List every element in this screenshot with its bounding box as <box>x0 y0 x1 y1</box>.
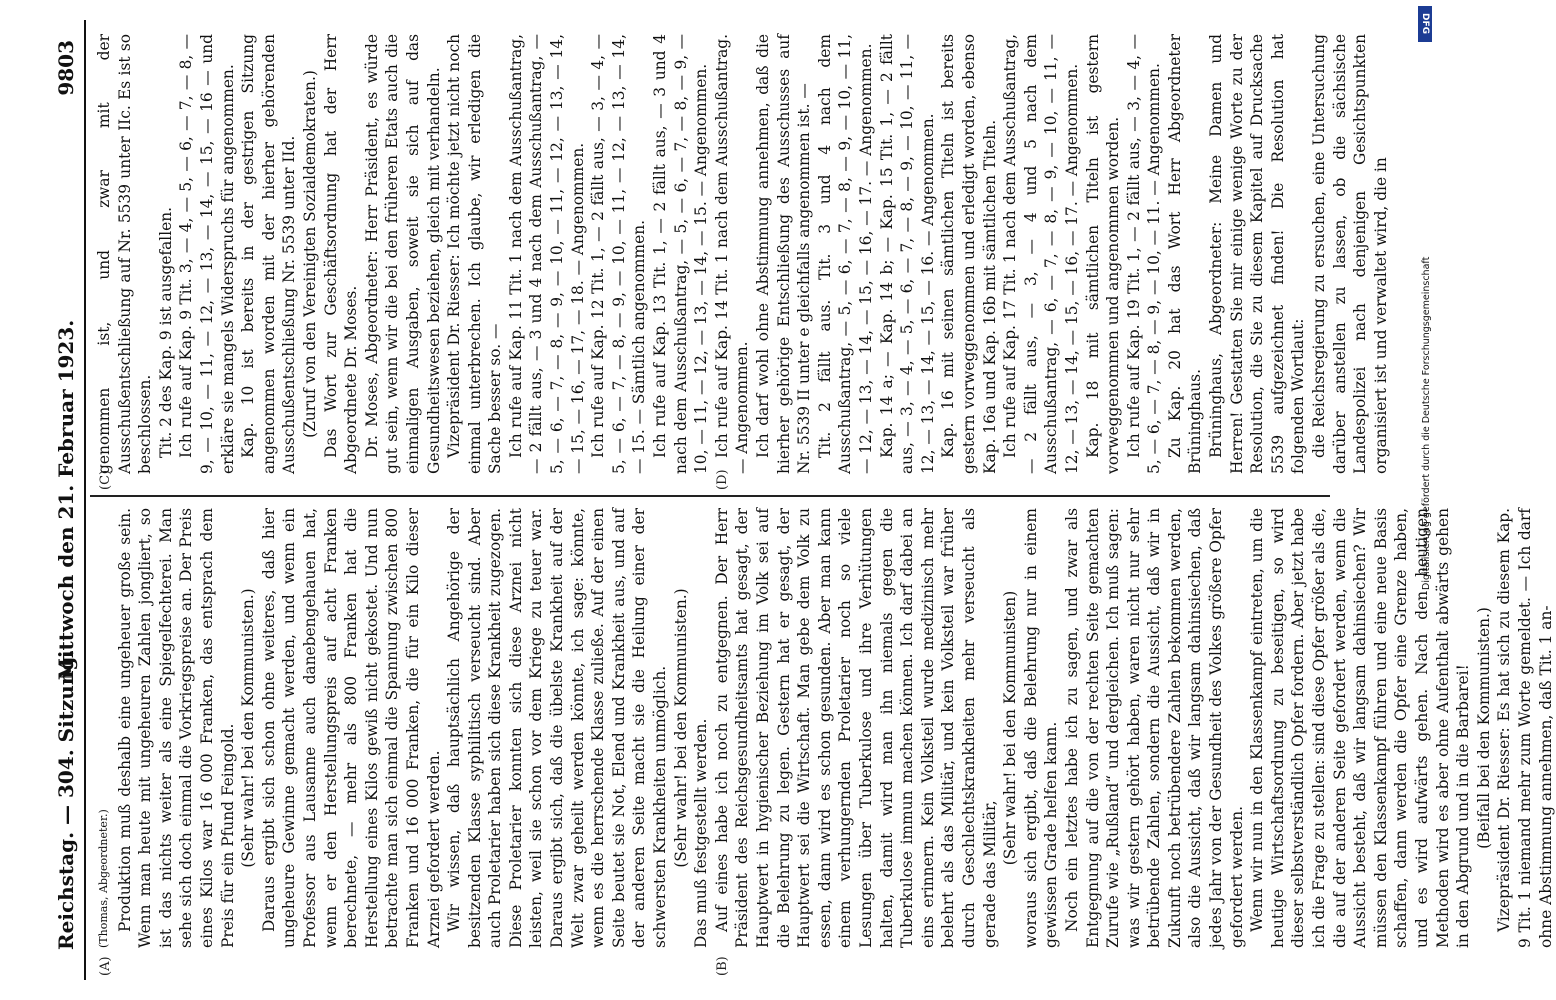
paragraph: Vizepräsident Dr. Riesser: Es hat sich zu diesem Kap. 9 Tit. 1 niemand mehr zum Worte gemeldet. — Ich darf ohne Abstimmung annehmen, daß Tit. 1 an- <box>1495 508 1555 948</box>
paragraph: Kap. 14 a; — Kap. 14 b; — Kap. 15 Tit. 1, — 2 fällt aus, — 3, — 4, — 5, — 6, — 7, — 8, — 9, — 10, — 11, — 12, — 13, — 14, — 15, — 16. — Angenommen. <box>877 34 937 474</box>
margin-letter-c: (C) <box>98 469 113 490</box>
interjection: (Sehr wahr! bei den Kommunisten.) <box>671 588 690 868</box>
paragraph: Wir wissen, daß hauptsächlich Angehörige der besitzenden Klasse syphilitisch verseucht sind. Aber auch Proletarier haben sich diese Krankheit zugezogen. Diese Proletarier konnten sich diese Arznei nicht leisten, weil sie schon vor dem Kriege zu teuer war. Daraus ergibt sich, daß die übelste Krankheit auf der Welt zwar geheilt werden könnte, ich sage: könnte, wenn es die herrschende Klasse zuließe. Auf der einen Seite beutet sie Not, Elend und Krankheit aus, und auf der anderen Seite macht sie die Heilung einer der schwersten Krankheiten unmöglich. <box>445 508 670 948</box>
paragraph: Zu Kap. 20 hat das Wort Herr Abgeordneter Brüninghaus. <box>1165 34 1205 474</box>
paragraph: Dr. Moses, Abgeordneter: Herr Präsident, es würde gut sein, wenn wir die bei den früheren Etats auch die einmaligen Ausgaben, soweit sie sich auf das Gesundheitswesen beziehen, gleich mit verhandeln. <box>362 34 443 474</box>
paragraph: Ich rufe auf Kap. 13 Tit. 1, — 2 fällt aus, — 3 und 4 nach dem Ausschußantrag, — 5, — 6, — 7, — 8, — 9, — 10, — 11, — 12, — 13, — 14, — 15. — Angenommen. <box>651 34 711 474</box>
paragraph: Das muß festgestellt werden. <box>692 718 711 948</box>
page-number: 9803 <box>54 40 78 96</box>
paragraph: Kap. 18 mit sämtlichen Titeln ist gestern vorweggenommen und angenommen worden. <box>1083 34 1123 474</box>
header-left: Reichstag. — 304. Sitzung. <box>54 649 78 950</box>
paragraph: Brüninghaus, Abgeordneter: Meine Damen und Herren! Gestatten Sie mir einige wenige Worte zu der Resolution, die Sie zu diesem Kapitel auf Drucksache 5539 aufgezeichnet finden! Die Resolution hat folgenden Wortlaut: <box>1207 34 1308 474</box>
paragraph: Tit. 2 fällt aus. Tit. 3 und 4 nach dem Ausschußantrag, — 5, — 6, — 7, — 8, — 9, — 10, — 11, — 12, — 13, — 14, — 15, — 16, — 17. — Angenommen. <box>815 34 875 474</box>
column-divider <box>90 495 1330 497</box>
margin-letter-d: (D) <box>715 469 730 490</box>
page-header <box>50 20 86 980</box>
paragraph: Ich darf wohl ohne Abstimmung annehmen, daß die hierher gehörige Entschließung des Ausschusses auf Nr. 5539 II unter e gleichfalls angenommen ist. — <box>754 34 814 474</box>
paragraph: Kap. 10 ist bereits in der gestrigen Sitzung angenommen worden mit der hierher gehörenden Ausschußentschließung Nr. 5539 unter IId. <box>239 34 299 474</box>
interjection: (Sehr wahr! bei den Kommunisten.) <box>239 588 258 868</box>
paragraph: Ich rufe auf Kap. 14 Tit. 1 nach dem Ausschußantrag. — Angenommen. <box>712 34 752 474</box>
interjection: (Sehr wahr! bei den Kommunisten) <box>1001 590 1020 866</box>
paragraph: genommen ist, und zwar mit der Ausschußentschließung auf Nr. 5539 unter IIc. Es ist so beschlossen. <box>95 34 155 474</box>
paragraph: Auf eines habe ich noch zu entgegnen. Der Herr Präsident des Reichsgesundheitsamts hat gesagt, der Hauptwert in hygienischer Beziehung im Volk sei auf die Belehrung zu legen. Gestern hat er gesagt, der Hauptwert sei die Wirtschaft. Man gebe dem Volk zu essen, dann wird es schon gesunden. Aber man kann einem verhungernden Proletarier noch so viele Lesungen über Tuberkulose und ihre Verhütungen halten, damit wird man ihn niemals gegen die Tuberkulose immun machen können. Ich darf dabei an eins erinnern. Kein Volksteil wurde medizinisch mehr belehrt als das Militär, und kein Volksteil war früher durch Geschlechtskrankheiten mehr verseucht als gerade das Militär, <box>712 508 999 948</box>
left-column <box>94 508 1555 948</box>
digitization-note-text: Digitalisierung gefördert durch die Deutsche Forschungsgemeinschaft <box>1421 256 1432 590</box>
paragraph: Ich rufe auf Kap. 19 Tit. 1, — 2 fällt aus, — 3, — 4, — 5, — 6, — 7, — 8, — 9, — 10, — 11. — Angenommen. <box>1124 34 1164 474</box>
paragraph: Kap. 16 mit seinen sämtlichen Titeln ist bereits gestern vorweggenommen und erledigt worden, ebenso Kap. 16a und Kap. 16b mit sämtlichen Titeln. <box>939 34 999 474</box>
speaker-header: (Thomas, Abgeordneter.) <box>97 809 110 948</box>
paragraph: Ich rufe auf Kap. 9 Tit. 3, — 4, — 5, — 6, — 7, — 8, — 9, — 10, — 11, — 12, — 13, — 14, — 15, — 16 — und erkläre sie mangels Widerspruchs für angenommen. <box>177 34 237 474</box>
paragraph: Vizepräsident Dr. Riesser: Ich möchte jetzt nicht noch einmal unterbrechen. Ich glaube, wir erledigen die Sache besser so. — <box>445 34 505 474</box>
paragraph: Produktion muß deshalb eine ungeheuer große sein. Wenn man heute mit ungeheuren Zahlen jongliert, so ist das nichts weiter als eine Spiegelfechterei. Man sehe sich doch einmal die Vorkriegspreise an. Der Preis eines Kilos war 16 000 Franken, das entsprach dem Preis für ein Pfund Feingold. <box>115 508 237 948</box>
paragraph: Noch ein letztes habe ich zu sagen, und zwar als Entgegnung auf die von der rechten Seite gemachten Zurufe wie „Rußland“ und dergleichen. Ich muß sagen: was wir gestern gehört haben, waren nicht nur sehr betrübende Zahlen, sondern die Aussicht, daß wir in Zukunft noch betrübendere Zahlen bekommen werden, also die Aussicht, daß wir langsam dahinsiechen, daß jedes Jahr von der Gesundheit des Volkes größere Opfer gefordert werden. <box>1062 508 1246 948</box>
margin-letter-a: (A) <box>98 956 113 976</box>
paragraph: Ich rufe auf Kap. 17 Tit. 1 nach dem Ausschußantrag, — 2 fällt aus, — 3, — 4 und 5 nach dem Ausschußantrag, — 6, — 7, — 8, — 9, — 10, — 11, — 12, — 13, — 14, — 15, — 16, — 17. — Angenommen. <box>1001 34 1081 474</box>
paragraph: Ich rufe auf Kap. 12 Tit. 1, — 2 fällt aus, — 3, — 4, — 5, — 6, — 7, — 8, — 9, — 10, — 11, — 12, — 13, — 14, — 15. — Sämtlich angenommen. <box>589 34 649 474</box>
paragraph: die Reichsregierung zu ersuchen, eine Untersuchung darüber anstellen zu lassen, ob die sächsische Landespolizei nach denjenigen Gesichtspunkten organisiert ist und verwaltet wird, die in <box>1310 34 1390 474</box>
interjection: (Zuruf von den Vereinigten Sozialdemokraten.) <box>300 70 319 438</box>
paragraph: Daraus ergibt sich schon ohne weiteres, daß hier ungeheure Gewinne gemacht werden, und wenn ein Professor aus Lausanne auch danebengehauen hat, wenn er den Herstellungspreis auf acht Franken berechnete, — mehr als 800 Franken hat die Herstellung eines Kilos gewiß nicht gekostet. Und nun betrachte man sich einmal die Spannung zwischen 800 Franken und 16 000 Franken, die für ein Kilo dieser Arznei gefordert werden. <box>259 508 443 948</box>
header-date: Mittwoch den 21. Februar 1923. <box>54 319 78 681</box>
paragraph: Tit. 2 des Kap. 9 ist ausgefallen. <box>156 206 175 458</box>
digitization-note <box>1414 0 1434 1000</box>
interjection: (Beifall bei den Kommunisten.) <box>1474 607 1493 849</box>
dfg-logo: DFG <box>1418 6 1432 42</box>
paragraph: Wenn wir nun in den Klassenkampf eintreten, um die heutige Wirtschaftsordnung zu beseitigen, so wird dieser selbstverständlich Opfer fordern. Aber jetzt habe ich die Frage zu stellen: sind diese Opfer größer als die, die auf der anderen Seite gefordert werden, wenn die Aussicht besteht, daß wir langsam dahinsiechen? Wir müssen den Klassenkampf führen und eine neue Basis schaffen, dann werden die Opfer eine Grenze haben, und es wird aufwärts gehen. Nach den heutigen Methoden wird es aber ohne Aufenthalt abwärts gehen in den Abgrund und in die Barbarei! <box>1248 508 1473 948</box>
right-column <box>94 34 1390 474</box>
paragraph: Ich rufe auf Kap. 11 Tit. 1 nach dem Ausschußantrag, — 2 fällt aus, — 3 und 4 nach dem Ausschußantrag, — 5, — 6, — 7, — 8, — 9, — 10, — 11, — 12, — 13, — 14, — 15, — 16, — 17, — 18. — Angenommen. <box>506 34 587 474</box>
paragraph: woraus sich ergibt, daß die Belehrung nur in einem gewissen Grade helfen kann. <box>1021 508 1061 948</box>
paragraph: Das Wort zur Geschäftsordnung hat der Herr Abgeordnete Dr. Moses. <box>321 34 361 474</box>
margin-letter-b: (B) <box>715 956 730 976</box>
